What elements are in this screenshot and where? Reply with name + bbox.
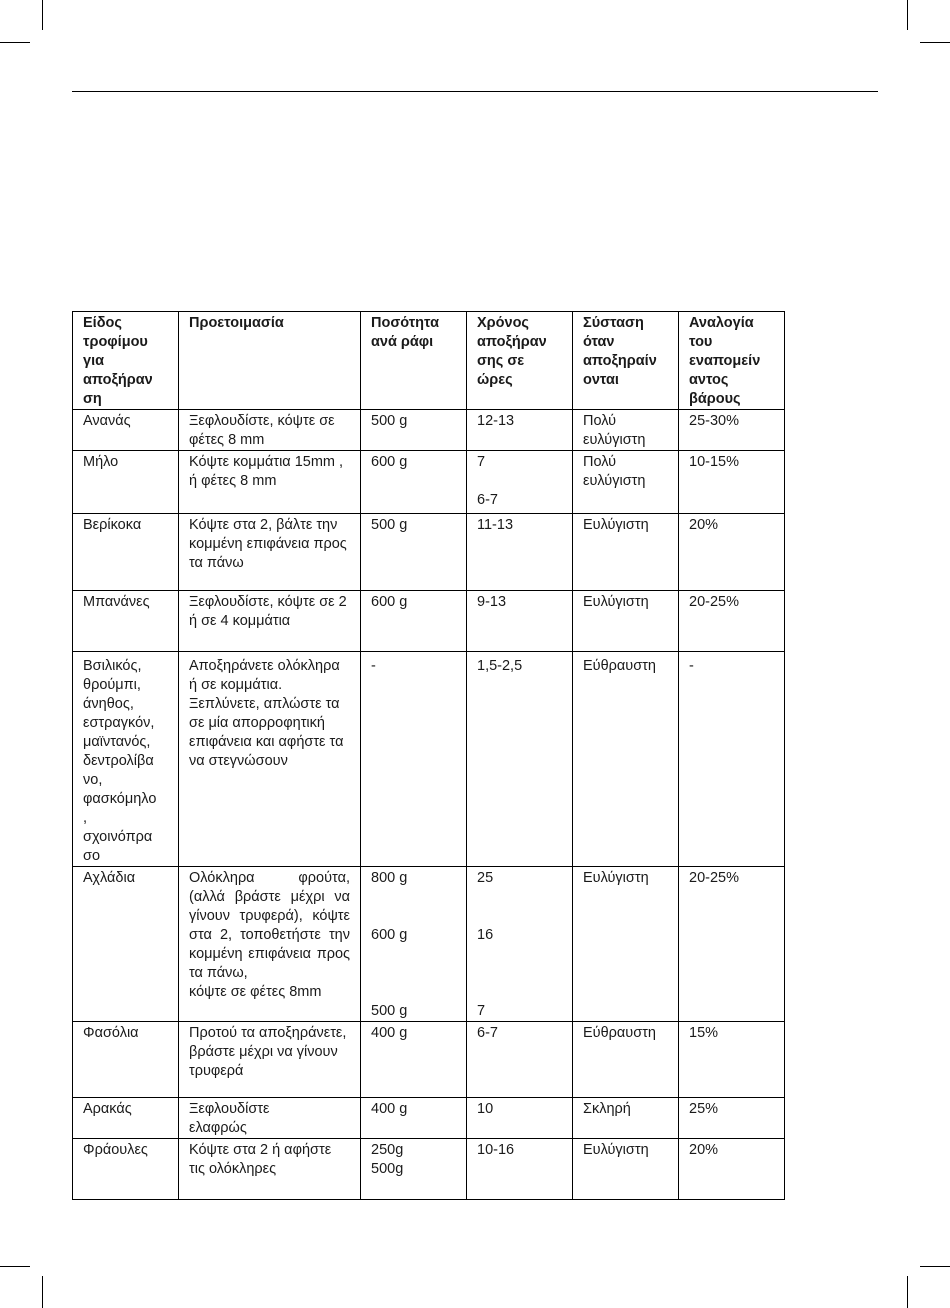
cell-quantity: 500 g [361, 410, 467, 451]
food-line: νο, [83, 772, 103, 788]
cell-texture: Πολύ ευλύγιστη [573, 410, 679, 451]
cell-ratio: 10-15% [679, 451, 785, 514]
quantity-value: 800 g [371, 870, 408, 886]
table-row [73, 514, 785, 591]
quantity-value: 500g [371, 1161, 404, 1177]
header-rule [72, 91, 878, 92]
cell-time: 10-16 [467, 1139, 573, 1200]
header-texture: Σύσταση όταν αποξηραίν ονται [573, 312, 679, 410]
header-weight-ratio: Αναλογία του εναπομείν αντος βάρους [679, 312, 785, 410]
crop-mark [0, 42, 30, 43]
food-line: σο [83, 848, 101, 864]
table-row [73, 867, 785, 1022]
quantity-value: 250g [371, 1142, 404, 1158]
food-line: σχοινόπρα [83, 829, 153, 845]
header-quantity: Ποσότητα ανά ράφι [361, 312, 467, 410]
food-line: θρούμπι, [83, 677, 141, 693]
food-line: φασκόμηλο [83, 791, 157, 807]
cell-ratio: 20% [679, 1139, 785, 1200]
cell-time: 1,5-2,5 [467, 652, 573, 867]
cell-food: Φασόλια [73, 1022, 179, 1098]
cell-ratio: 15% [679, 1022, 785, 1098]
cell-ratio: 20% [679, 514, 785, 591]
cell-ratio: 20-25% [679, 867, 785, 1022]
cell-texture: Σκληρή [573, 1098, 679, 1139]
cell-texture: Ευλύγιστη [573, 514, 679, 591]
table-row [73, 410, 785, 451]
cell-preparation [179, 867, 361, 1022]
cell-quantity [361, 867, 467, 1022]
cell-ratio: 25% [679, 1098, 785, 1139]
cell-time: 9-13 [467, 591, 573, 652]
time-value: 25 [477, 870, 494, 886]
table-header-row [73, 312, 785, 410]
cell-quantity: 500 g [361, 514, 467, 591]
time-value: 7 [477, 454, 486, 470]
food-line: άνηθος, [83, 696, 134, 712]
crop-mark [42, 1276, 43, 1308]
cell-quantity: 400 g [361, 1022, 467, 1098]
crop-mark [907, 0, 908, 30]
cell-quantity: 600 g [361, 591, 467, 652]
table-row [73, 1022, 785, 1098]
cell-time [467, 451, 573, 514]
cell-preparation: Κόψτε στα 2 ή αφήστε τις ολόκληρες [179, 1139, 361, 1200]
cell-food: Βερίκοκα [73, 514, 179, 591]
cell-preparation: Ξεφλουδίστε, κόψτε σε 2 ή σε 4 κομμάτια [179, 591, 361, 652]
cell-preparation: Κόψτε κομμάτια 15mm , ή φέτες 8 mm [179, 451, 361, 514]
cell-time: 12-13 [467, 410, 573, 451]
cell-ratio: 20-25% [679, 591, 785, 652]
cell-food: Μήλο [73, 451, 179, 514]
quantity-value: 600 g [371, 927, 408, 943]
cell-preparation: Ξεφλουδίστε, κόψτε σε φέτες 8 mm [179, 410, 361, 451]
cell-quantity [361, 1139, 467, 1200]
food-line: , [83, 810, 88, 826]
cell-texture: Εύθραυστη [573, 652, 679, 867]
prep-line: κόψτε σε φέτες 8mm [189, 984, 322, 1000]
cell-food: Ανανάς [73, 410, 179, 451]
cell-food: Αχλάδια [73, 867, 179, 1022]
header-food: Είδος τροφίμου για αποξήραν ση [73, 312, 179, 410]
food-line: δεντρολίβα [83, 753, 154, 769]
cell-time: 11-13 [467, 514, 573, 591]
table-row [73, 451, 785, 514]
cell-texture: Ευλύγιστη [573, 591, 679, 652]
cell-ratio: - [679, 652, 785, 867]
food-line: μαϊντανός, [83, 734, 151, 750]
prep-line: Ολόκληρα φρούτα, (αλλά βράστε μέχρι να γίνουν τρυφερά), κόψτε στα 2, τοποθετήστε την κομμένη επιφάνεια προς τα πάνω, [189, 870, 350, 981]
food-line: εστραγκόν, [83, 715, 155, 731]
cell-food: Μπανάνες [73, 591, 179, 652]
cell-ratio: 25-30% [679, 410, 785, 451]
cell-quantity: 600 g [361, 451, 467, 514]
time-value: 7 [477, 1003, 486, 1019]
cell-food: Φράουλες [73, 1139, 179, 1200]
food-line: Βσιλικός, [83, 658, 142, 674]
cell-quantity: 400 g [361, 1098, 467, 1139]
cell-preparation: Κόψτε στα 2, βάλτε την κομμένη επιφάνεια προς τα πάνω [179, 514, 361, 591]
time-value: 16 [477, 927, 494, 943]
cell-time [467, 867, 573, 1022]
table-row [73, 1098, 785, 1139]
cell-preparation: Ξεφλουδίστε ελαφρώς [179, 1098, 361, 1139]
table-row [73, 591, 785, 652]
crop-mark [920, 1266, 950, 1267]
time-value: 6-7 [477, 492, 498, 508]
cell-food [73, 652, 179, 867]
cell-preparation: Προτού τα αποξηράνετε, βράστε μέχρι να γίνουν τρυφερά [179, 1022, 361, 1098]
cell-time: 6-7 [467, 1022, 573, 1098]
crop-mark [42, 0, 43, 30]
cell-food: Αρακάς [73, 1098, 179, 1139]
cell-texture: Ευλύγιστη [573, 1139, 679, 1200]
header-drying-time: Χρόνος αποξήραν σης σε ώρες [467, 312, 573, 410]
crop-mark [0, 1266, 30, 1267]
crop-mark [920, 42, 950, 43]
table-row [73, 1139, 785, 1200]
cell-time: 10 [467, 1098, 573, 1139]
cell-preparation: Αποξηράνετε ολόκληρα ή σε κομμάτια. Ξεπλύνετε, απλώστε τα σε μία απορροφητική επιφάνεια και αφήστε τα να στεγνώσουν [179, 652, 361, 867]
header-preparation: Προετοιμασία [179, 312, 361, 410]
cell-quantity: - [361, 652, 467, 867]
drying-table [72, 311, 785, 1200]
cell-texture: Εύθραυστη [573, 1022, 679, 1098]
table-row [73, 652, 785, 867]
cell-texture: Πολύ ευλύγιστη [573, 451, 679, 514]
quantity-value: 500 g [371, 1003, 408, 1019]
cell-texture: Ευλύγιστη [573, 867, 679, 1022]
crop-mark [907, 1276, 908, 1308]
